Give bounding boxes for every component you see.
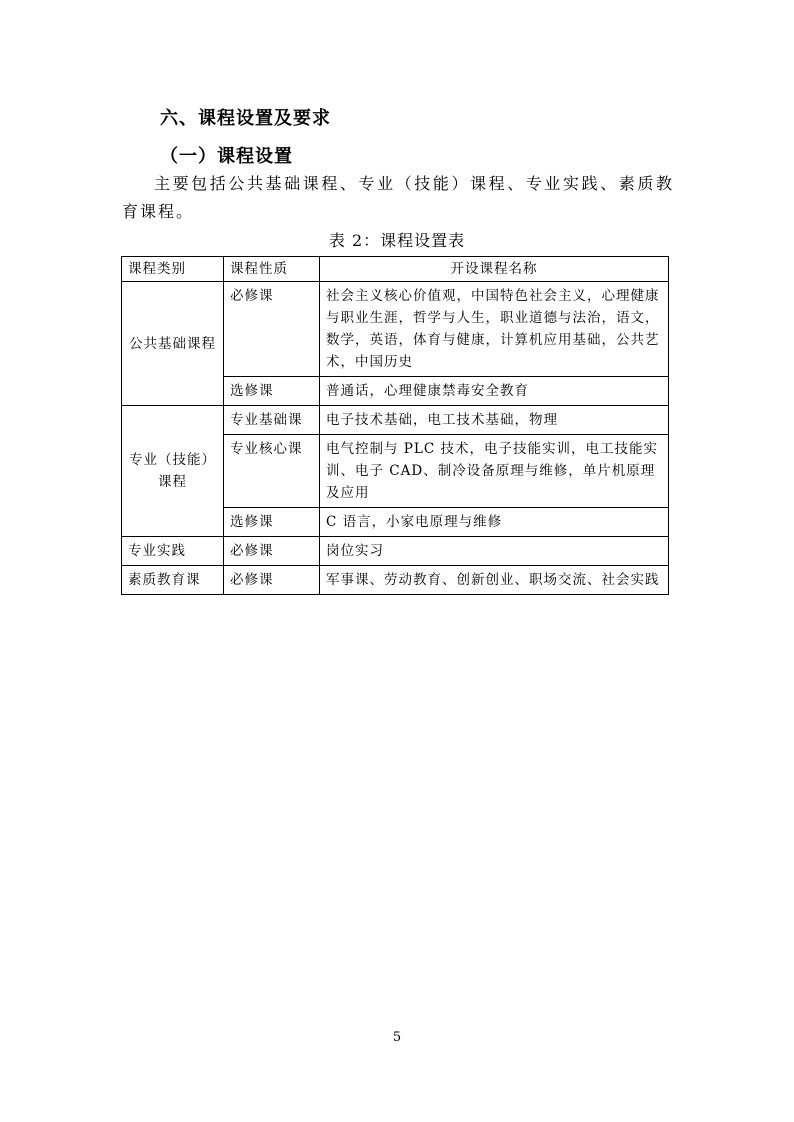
course-list: 电子技术基础，电工技术基础，物理 (320, 406, 669, 435)
header-type: 课程性质 (224, 257, 320, 282)
category-public: 公共基础课程 (122, 282, 224, 406)
course-list: 普通话，心理健康禁毒安全教育 (320, 377, 669, 406)
table-row (122, 537, 669, 566)
table-row (122, 282, 669, 377)
table-header-row (122, 257, 669, 282)
course-type: 专业核心课 (224, 435, 320, 508)
section-heading: 六、课程设置及要求 (160, 108, 331, 129)
header-courses: 开设课程名称 (320, 257, 669, 282)
course-type: 选修课 (224, 377, 320, 406)
table-row (122, 406, 669, 435)
course-type: 选修课 (224, 508, 320, 537)
header-category: 课程类别 (122, 257, 224, 282)
course-type: 必修课 (224, 537, 320, 566)
table-caption: 表 2：课程设置表 (328, 231, 466, 250)
course-list: 军事课、劳动教育、创新创业、职场交流、社会实践 (320, 566, 669, 595)
course-list: 电气控制与 PLC 技术，电子技能实训，电工技能实训、电子 CAD、制冷设备原理与维修，单片机原理及应用 (320, 435, 669, 508)
category-quality: 素质教育课 (122, 566, 224, 595)
course-table (121, 256, 669, 595)
table-row (122, 566, 669, 595)
course-list: 社会主义核心价值观，中国特色社会主义，心理健康与职业生涯，哲学与人生，职业道德与法治，语文，数学，英语，体育与健康，计算机应用基础，公共艺术，中国历史 (320, 282, 669, 377)
course-type: 必修课 (224, 282, 320, 377)
category-professional: 专业（技能）课程 (122, 406, 224, 537)
course-type: 必修课 (224, 566, 320, 595)
course-list: 岗位实习 (320, 537, 669, 566)
category-practice: 专业实践 (122, 537, 224, 566)
intro-paragraph: 主要包括公共基础课程、专业（技能）课程、专业实践、素质教育课程。 (122, 174, 674, 221)
page-number: 5 (392, 1030, 402, 1045)
course-list: C 语言，小家电原理与维修 (320, 508, 669, 537)
course-type: 专业基础课 (224, 406, 320, 435)
subsection-heading: （一）课程设置 (160, 146, 293, 167)
